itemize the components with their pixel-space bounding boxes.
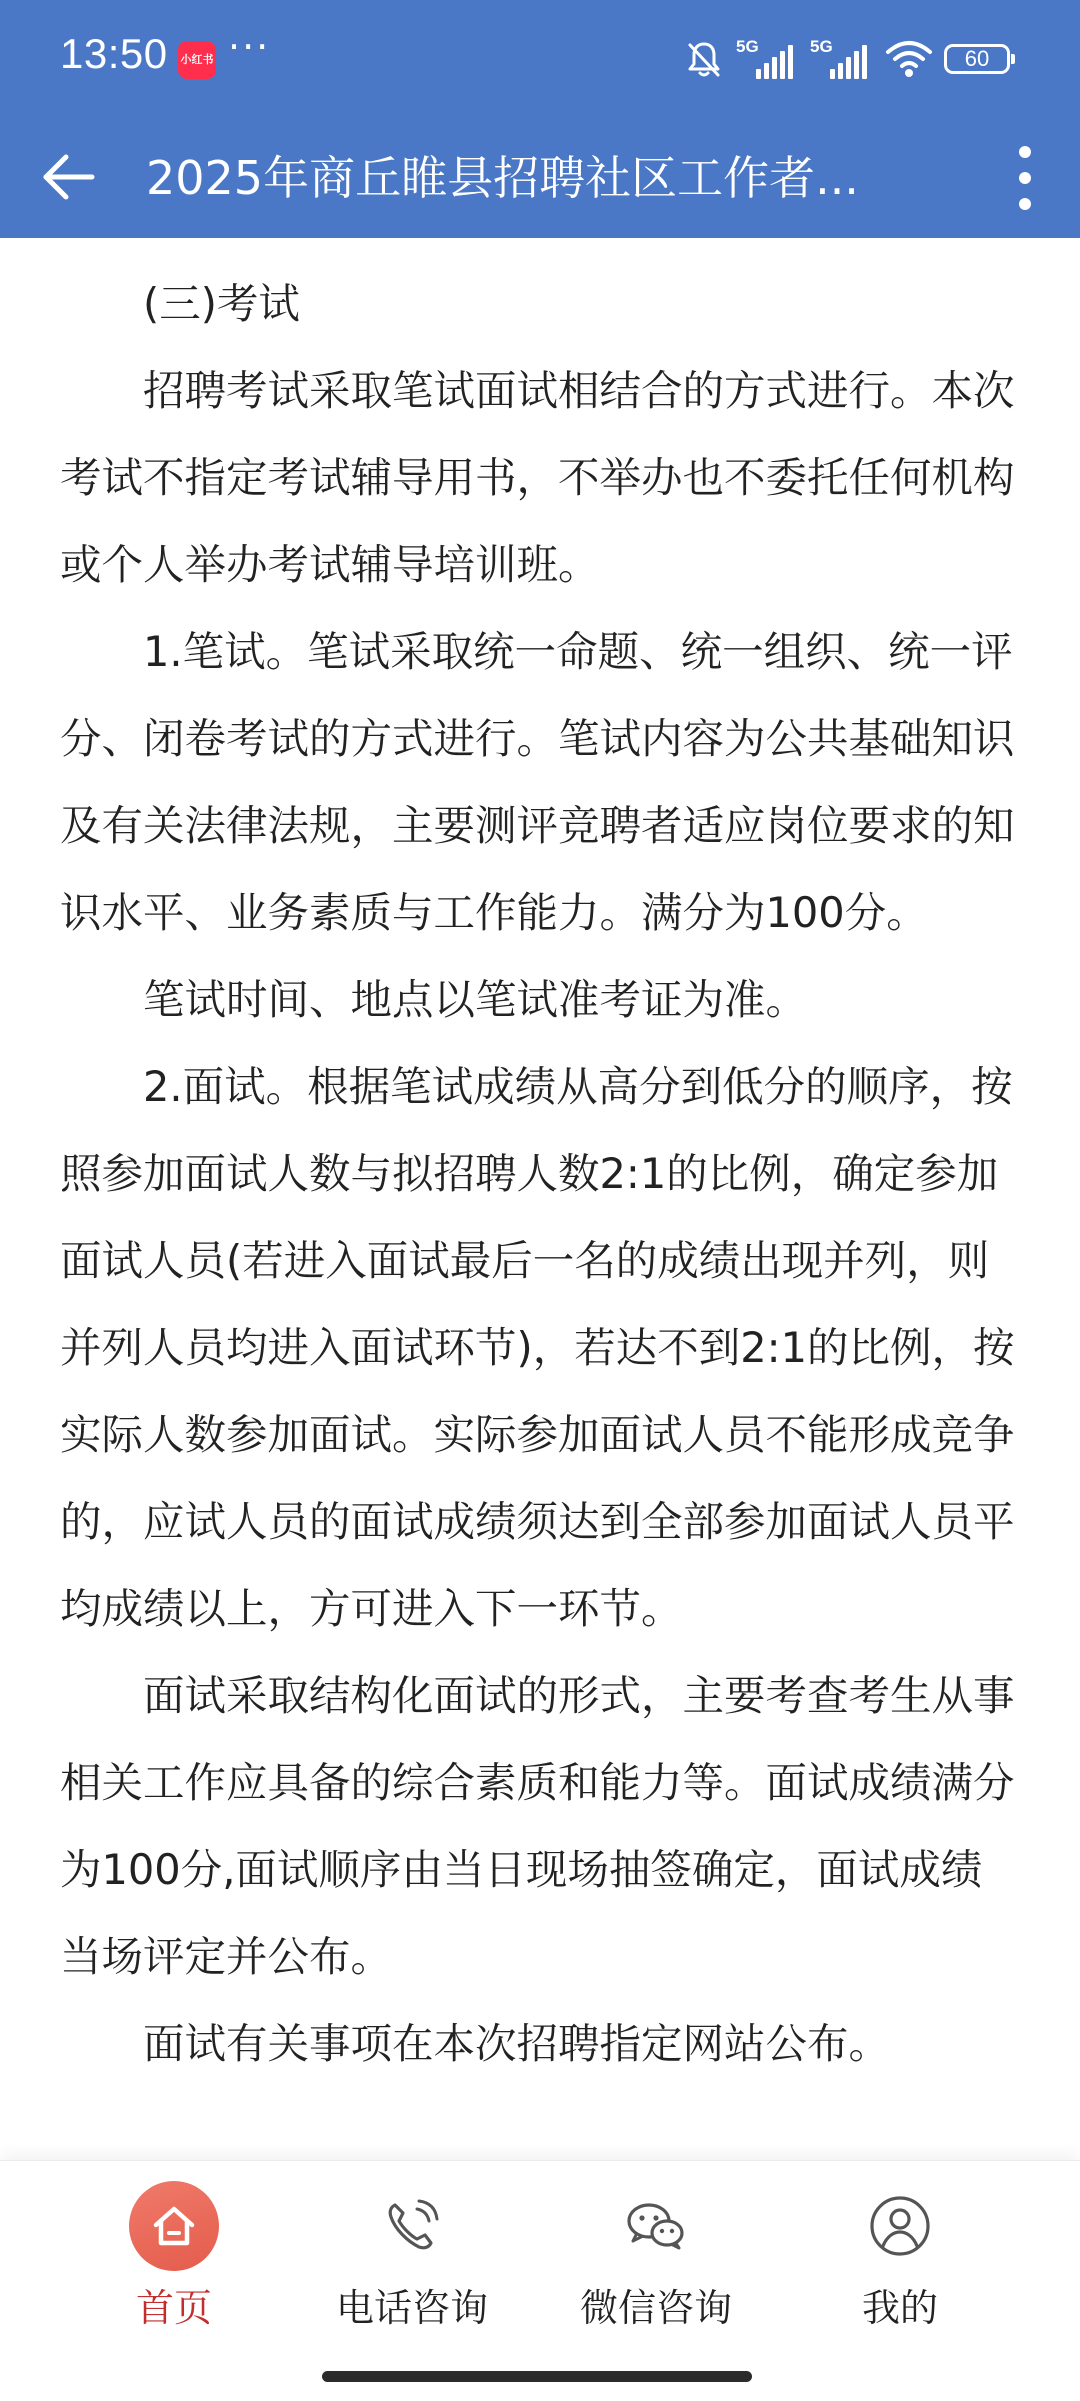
bottom-navigation bbox=[0, 2160, 1080, 2401]
user-icon bbox=[855, 2181, 945, 2271]
article-paragraph: 面试有关事项在本次招聘指定网站公布。 bbox=[143, 2019, 891, 2068]
xiaohongshu-notification-icon: 小红书 bbox=[178, 41, 216, 79]
phone-icon bbox=[367, 2181, 457, 2271]
more-vertical-icon-dot bbox=[1019, 172, 1031, 184]
app-header bbox=[0, 0, 1080, 238]
nav-label-phone: 电话咨询 bbox=[335, 2286, 488, 2330]
nav-item-wechat[interactable] bbox=[536, 2181, 776, 2351]
app-bar bbox=[0, 118, 1080, 238]
signal-1-label: 5G bbox=[736, 37, 759, 56]
arrow-left-icon bbox=[36, 144, 102, 210]
signal-5g-icon bbox=[810, 39, 874, 79]
article-body bbox=[60, 260, 1018, 2087]
article-paragraph: 笔试时间、地点以笔试准考证为准。 bbox=[143, 975, 808, 1024]
section-heading: (三)考试 bbox=[143, 279, 300, 328]
home-icon bbox=[129, 2181, 219, 2271]
article-paragraph: 招聘考试采取笔试面试相结合的方式进行。本次考试不指定考试辅导用书，不举办也不委托任何机构或个人举办考试辅导培训班。 bbox=[60, 366, 1015, 589]
status-time: 13:50 bbox=[60, 30, 168, 77]
nav-item-me[interactable] bbox=[780, 2181, 1020, 2351]
article-scroll-area[interactable] bbox=[0, 238, 1080, 2160]
more-vertical-icon bbox=[1019, 146, 1031, 158]
article-paragraph: 2.面试。根据笔试成绩从高分到低分的顺序，按照参加面试人数与拟招聘人数2:1的比例，确定参加面试人员(若进入面试最后一名的成绩出现并列，则并列人员均进入面试环节)，若达不到2:1的比例，按实际人数参加面试。实际参加面试人员不能形成竞争的，应试人员的面试成绩须达到全部参加面试人员平均成绩以上，方可进入下一环节。 bbox=[60, 1062, 1015, 1633]
nav-label-home: 首页 bbox=[135, 2286, 212, 2330]
wifi-icon bbox=[884, 38, 934, 80]
battery-level: 60 bbox=[964, 46, 990, 71]
nav-label-wechat: 微信咨询 bbox=[579, 2286, 732, 2330]
status-icons bbox=[672, 34, 1010, 84]
status-bar bbox=[0, 0, 1080, 118]
article-paragraph: 1.笔试。笔试采取统一命题、统一组织、统一评分、闭卷考试的方式进行。笔试内容为公共基础知识及有关法律法规，主要测评竞聘者适应岗位要求的知识水平、业务素质与工作能力。满分为100分。 bbox=[60, 627, 1015, 937]
more-vertical-icon-dot bbox=[1019, 198, 1031, 210]
nav-item-phone[interactable] bbox=[292, 2181, 532, 2351]
article-paragraph: 面试采取结构化面试的形式，主要考查考生从事相关工作应具备的综合素质和能力等。面试成绩满分为100分,面试顺序由当日现场抽签确定，面试成绩当场评定并公布。 bbox=[60, 1671, 1015, 1981]
gesture-navigation-bar[interactable] bbox=[322, 2371, 752, 2382]
more-notifications-icon: ··· bbox=[228, 25, 271, 69]
wechat-icon bbox=[611, 2181, 701, 2271]
nav-label-me: 我的 bbox=[861, 2286, 938, 2330]
battery-icon bbox=[944, 44, 1010, 74]
signal-2-label: 5G bbox=[810, 37, 833, 56]
back-button[interactable] bbox=[36, 144, 102, 210]
nav-item-home[interactable] bbox=[54, 2181, 294, 2351]
signal-5g-icon bbox=[736, 39, 800, 79]
mute-bell-icon bbox=[682, 37, 726, 81]
overflow-menu-button[interactable] bbox=[1000, 140, 1050, 216]
page-title: 2025年商丘睢县招聘社区工作者... bbox=[146, 151, 859, 205]
